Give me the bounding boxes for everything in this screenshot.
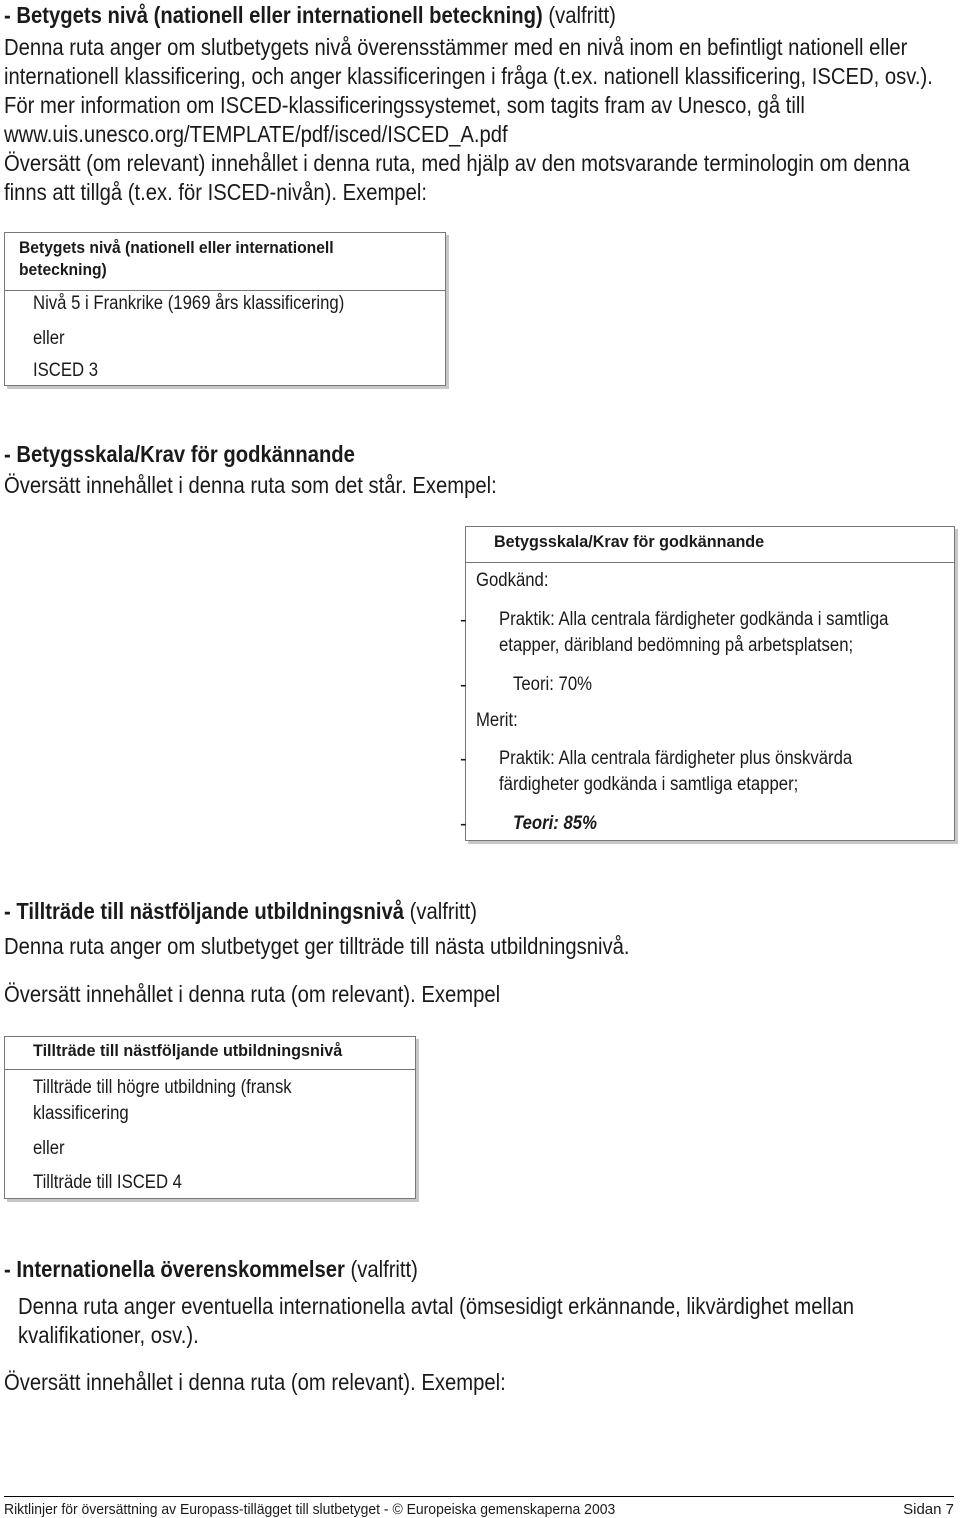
box-line: eller	[33, 1138, 65, 1159]
heading-text: - Internationella överenskommelser	[4, 1256, 345, 1282]
requirement-line: etapper, däribland bedömning på arbetsplatsen;	[499, 635, 854, 656]
isced-link[interactable]: www.uis.unesco.org/TEMPLATE/pdf/isced/ISCED_A.pdf	[4, 121, 508, 147]
paragraph-line: Denna ruta anger om slutbetygets nivå överensstämmer med en nivå inom en befintligt nationell eller	[4, 34, 908, 60]
box-line: klassificering	[33, 1103, 129, 1124]
example-box-access	[4, 1036, 416, 1199]
heading-optional: (valfritt)	[409, 898, 478, 924]
box-line: Nivå 5 i Frankrike (1969 års klassificering)	[33, 293, 345, 314]
section-heading-grading: - Betygsskala/Krav för godkännande	[4, 441, 355, 467]
paragraph-line: För mer information om ISCED-klassificeringssystemet, som tagits fram av Unesco, gå till	[4, 92, 805, 118]
page-number: Sidan 7	[903, 1501, 954, 1518]
paragraph-line: Översätt innehållet i denna ruta som det står. Exempel:	[4, 472, 497, 498]
footer-text: Riktlinjer för översättning av Europass-tillägget till slutbetyget - © Europeiska gemenskaperna 2003	[4, 1501, 616, 1518]
heading-optional: (valfritt)	[350, 1256, 418, 1282]
paragraph-line: finns att tillgå (t.ex. för ISCED-nivån). Exempel:	[4, 179, 427, 205]
box-line: eller	[33, 328, 65, 349]
paragraph-line: Översätt (om relevant) innehållet i denna ruta, med hjälp av den motsvarande terminologin om denna	[4, 150, 910, 176]
paragraph-line: Översätt innehållet i denna ruta (om relevant). Exempel:	[4, 1369, 506, 1395]
box-header: Betygsskala/Krav för godkännande	[466, 527, 954, 563]
section-heading-level	[4, 2, 616, 29]
paragraph-line: internationell klassificering, och anger klassificeringen i fråga (t.ex. nationell klassificering, ISCED, osv.).	[4, 63, 933, 89]
requirement-line: Praktik: Alla centrala färdigheter godkända i samtliga	[499, 609, 889, 630]
requirement-line: Praktik: Alla centrala färdigheter plus önskvärda	[499, 748, 853, 769]
bullet-dash: -	[460, 609, 467, 631]
requirement-line: Teori: 85%	[513, 813, 597, 834]
section-heading-agreements	[4, 1256, 418, 1283]
requirement-line: färdigheter godkända i samtliga etapper;	[499, 774, 799, 795]
box-header: Betygets nivå (nationell eller internationell beteckning)	[5, 233, 445, 291]
heading-text: - Betygets nivå (nationell eller internationell beteckning)	[4, 2, 543, 28]
heading-text: - Tillträde till nästföljande utbildningsnivå	[4, 898, 404, 924]
merit-label: Merit:	[476, 710, 518, 731]
bullet-dash: -	[460, 674, 467, 696]
box-line: Tillträde till ISCED 4	[33, 1172, 182, 1193]
box-line: Tillträde till högre utbildning (fransk	[33, 1077, 292, 1098]
example-box-level	[4, 232, 446, 386]
box-line: ISCED 3	[33, 360, 99, 381]
paragraph-line: Översätt innehållet i denna ruta (om relevant). Exempel	[4, 981, 501, 1007]
box-header: Tillträde till nästföljande utbildningsnivå	[5, 1037, 415, 1070]
heading-optional: (valfritt)	[548, 2, 616, 28]
bullet-dash: -	[460, 748, 467, 770]
page-footer	[4, 1496, 954, 1518]
example-box-grading	[460, 526, 955, 841]
bullet-dash: -	[460, 813, 467, 835]
paragraph-line: Denna ruta anger eventuella internationella avtal (ömsesidigt erkännande, likvärdighet mellan	[18, 1293, 854, 1319]
paragraph-line: Denna ruta anger om slutbetyget ger tillträde till nästa utbildningsnivå.	[4, 933, 630, 959]
requirement-line: Teori: 70%	[513, 674, 593, 695]
section-heading-access	[4, 898, 477, 925]
paragraph-line: kvalifikationer, osv.).	[18, 1322, 199, 1348]
godkand-label: Godkänd:	[476, 570, 549, 591]
